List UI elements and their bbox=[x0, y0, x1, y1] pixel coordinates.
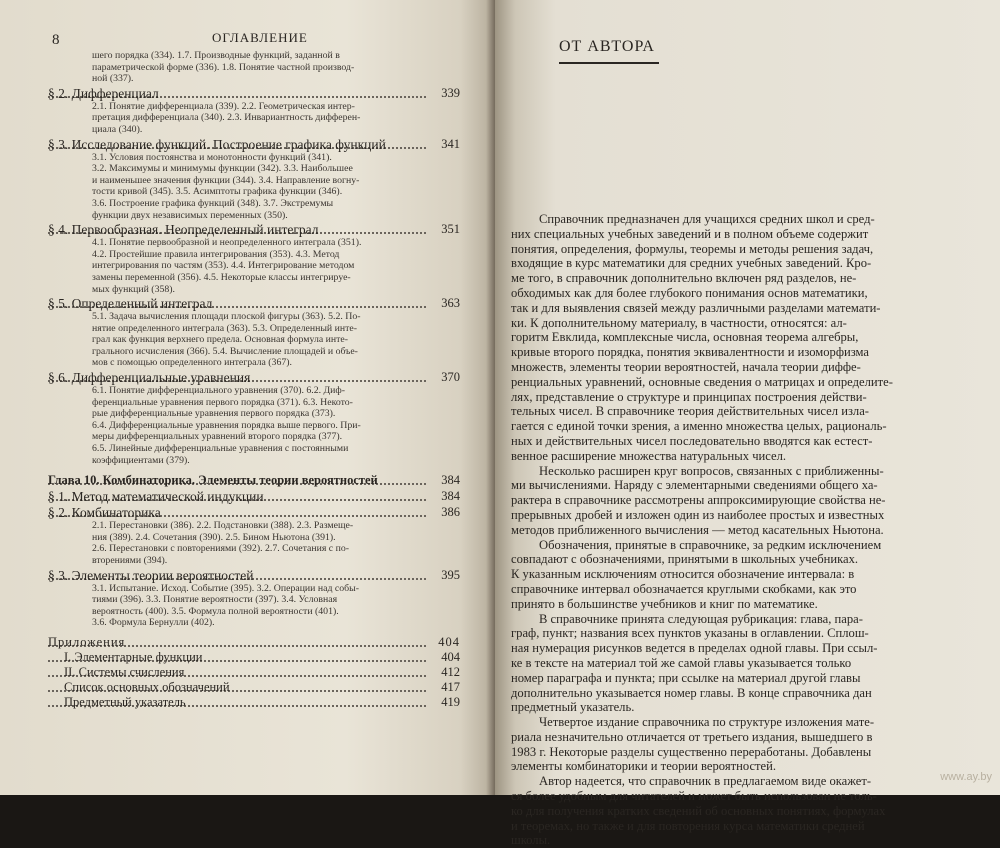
heading-rule bbox=[559, 62, 659, 64]
toc-detail-line bbox=[48, 323, 460, 335]
toc-page-number: 341 bbox=[441, 136, 460, 151]
toc-detail-line bbox=[48, 520, 460, 532]
toc-entry-title: мых функций (358). bbox=[92, 283, 175, 295]
text-line: совпадают с обозначениями, принятыми в школьных учебниках. bbox=[511, 552, 859, 567]
watermark: www.ay.by bbox=[940, 771, 992, 783]
toc-entry-title: § 6. Дифференциальные уравнения bbox=[48, 370, 251, 386]
toc-page-number: 417 bbox=[441, 679, 460, 694]
toc-entry-title: Предметный указатель bbox=[64, 694, 186, 709]
text-line: горитм Евклида, комплексные числа, основная теорема алгебры, bbox=[511, 330, 859, 345]
text-line: методов приближенного вычисления — метод касательных Ньютона. bbox=[511, 522, 884, 537]
toc-entry-title: I. Элементарные функции bbox=[64, 649, 203, 664]
text-line: справочнике интервал обозначается круглыми скобками, как это bbox=[511, 581, 857, 596]
text-line: граф, пункт; названия всех пунктов указаны в оглавлении. Сплош- bbox=[511, 626, 869, 641]
toc-detail-line bbox=[48, 152, 460, 164]
toc-entry-title: циала (340). bbox=[92, 123, 143, 135]
toc-detail-line bbox=[48, 284, 460, 296]
toc-entry bbox=[48, 222, 460, 237]
toc-entry bbox=[48, 370, 460, 385]
toc-entry-title: Приложения bbox=[48, 634, 126, 649]
toc-entry bbox=[48, 568, 460, 583]
preface-paragraph bbox=[511, 464, 975, 538]
toc-detail-line bbox=[48, 112, 460, 124]
text-line: ки. К дополнительному материалу, в частности, относятся: ал- bbox=[511, 315, 847, 330]
toc-page-number: 339 bbox=[441, 85, 460, 100]
text-line: рактера в справочнике рассмотрены аппроксимирующие свойства не- bbox=[511, 493, 886, 508]
toc-entry bbox=[48, 137, 460, 152]
text-line: кривые второго порядка, понятия эквивалентности и изоморфизма bbox=[511, 345, 870, 360]
toc-page-number: 395 bbox=[441, 567, 460, 582]
toc-entry-title: вторениями (394). bbox=[92, 555, 168, 566]
toc-entry-title: § 2. Дифференциал bbox=[48, 85, 159, 101]
toc-entry-title: Список основных обозначений bbox=[64, 679, 230, 694]
toc-detail-line bbox=[48, 73, 460, 85]
toc-entry-title: грал как функция верхнего предела. Основная формула инте- bbox=[92, 334, 349, 346]
text-line: дополнительно указывается номер главы. В конце справочника дан bbox=[511, 685, 872, 700]
toc-detail-line bbox=[48, 583, 460, 595]
toc-entry bbox=[48, 665, 460, 680]
toc-entry bbox=[48, 489, 460, 504]
toc-detail-line bbox=[48, 260, 460, 272]
toc-entry-title: 4.2. Простейшие правила интегрирования (353). 4.3. Метод bbox=[92, 248, 340, 260]
toc-detail-line bbox=[48, 311, 460, 323]
text-line: ных и действительных чисел последовательно вводятся как естест- bbox=[511, 433, 873, 448]
toc-entry bbox=[48, 695, 460, 710]
text-line: 1983 г. Некоторые разделы существенно переработаны. Добавлены bbox=[511, 744, 872, 759]
toc-entry-title: грального исчисления (366). 5.4. Вычисление площадей и объе- bbox=[92, 345, 358, 357]
toc-entry-title: ной (337). bbox=[92, 73, 134, 85]
toc-page-number: 419 bbox=[441, 694, 460, 709]
toc-entry-title: рые дифференциальные уравнения первого порядка (373). bbox=[92, 408, 336, 420]
toc-entry-title: тиями (396). 3.3. Понятие вероятности (397). 3.4. Условная bbox=[92, 594, 338, 606]
text-line: входящие в курс математики для средних учебных заведений. Кро- bbox=[511, 256, 872, 271]
toc-entry-title: 2.1. Понятие дифференциала (339). 2.2. Геометрическая интер- bbox=[92, 100, 355, 112]
toc-page-number: 351 bbox=[441, 222, 460, 237]
preface-text bbox=[511, 212, 975, 848]
text-line: риала незначительно отличается от третьего издания, вышедшего в bbox=[511, 729, 873, 744]
page-number: 8 bbox=[52, 32, 60, 48]
toc-page-number: 404 bbox=[441, 649, 460, 664]
text-line: ке в тексте на материал той же самой главы указывается только bbox=[511, 655, 852, 670]
toc-entry-title: замены переменной (356). 4.5. Некоторые классы интегрируе- bbox=[92, 271, 351, 283]
toc-detail-line bbox=[48, 186, 460, 198]
toc-entry bbox=[48, 680, 460, 695]
toc-entry-title: § 5. Определенный интеграл bbox=[48, 296, 213, 312]
text-line: ме того, в справочник дополнительно включен ряд разделов, не- bbox=[511, 271, 857, 286]
toc-entry-title: шего порядка (334). 1.7. Производные функций, заданной в bbox=[92, 50, 340, 61]
text-line: множеств, элементы теории вероятностей, начала теории диффе- bbox=[511, 359, 861, 374]
toc-entry-title: претация дифференциала (340). 2.3. Инвариантность дифферен- bbox=[92, 112, 361, 124]
preface-paragraph bbox=[511, 612, 975, 716]
toc-detail-line bbox=[48, 357, 460, 369]
toc-page-number: 412 bbox=[441, 664, 460, 679]
toc-entry-title: ференциальные уравнения первого порядка (371). 6.3. Некото- bbox=[92, 396, 353, 408]
table-of-contents bbox=[48, 50, 460, 710]
right-page bbox=[495, 0, 1000, 848]
text-line: обходимых как для более глубокого понимания основ математики, bbox=[511, 285, 868, 300]
toc-detail-line bbox=[48, 532, 460, 544]
text-line: Автор надеется, что справочник в предлагаемом виде окажет- bbox=[539, 774, 872, 789]
toc-entry-title: 6.5. Линейные дифференциальные уравнения с постоянными bbox=[92, 443, 349, 455]
text-line: прерывных дробей и изложен один из наиболее простых и известных bbox=[511, 507, 885, 522]
toc-entry-title: 4.1. Понятие первообразной и неопределенного интеграла (351). bbox=[92, 237, 362, 249]
toc-entry-title: § 1. Метод математической индукции bbox=[48, 489, 264, 505]
toc-detail-line bbox=[48, 420, 460, 432]
toc-entry-title: § 3. Исследование функций. Построение графика функций bbox=[48, 136, 386, 152]
text-line: Четвертое издание справочника по структуре изложения мате- bbox=[539, 715, 875, 730]
preface-paragraph bbox=[511, 774, 975, 848]
text-line: предметный указатель. bbox=[511, 700, 635, 715]
text-line: ми вычислениями. Наряду с элементарными сведениями общего ха- bbox=[511, 478, 878, 493]
toc-entry-title: функции двух независимых переменных (350). bbox=[92, 209, 288, 221]
toc-entry-title: 3.1. Условия постоянства и монотонности функций (341). bbox=[92, 151, 332, 163]
text-line: гается с единой точки зрения, а именно множества целых, рациональ- bbox=[511, 419, 887, 434]
text-line: тельных чисел. В справочнике теория действительных чисел изла- bbox=[511, 404, 869, 419]
text-line: Обозначения, принятые в справочнике, за редким исключением bbox=[539, 537, 882, 552]
toc-entry-title: ния (389). 2.4. Сочетания (390). 2.5. Бином Ньютона (391). bbox=[92, 531, 336, 543]
text-line: ная нумерация рисунков ведется в пределах одной главы. При ссыл- bbox=[511, 641, 878, 656]
toc-detail-line bbox=[48, 210, 460, 222]
text-line: Справочник предназначен для учащихся средних школ и сред- bbox=[539, 212, 875, 226]
toc-page-number: 386 bbox=[441, 505, 460, 520]
toc-detail-line bbox=[48, 455, 460, 467]
toc-page-number: 370 bbox=[441, 370, 460, 385]
toc-entry-title: 6.1. Понятие дифференциального уравнения (370). 6.2. Диф- bbox=[92, 385, 346, 397]
toc-entry bbox=[48, 505, 460, 520]
toc-entry-title: 5.1. Задача вычисления площади плоской фигуры (363). 5.2. По- bbox=[92, 311, 361, 323]
toc-entry-title: 6.4. Дифференциальные уравнения порядка выше первого. При- bbox=[92, 419, 361, 431]
toc-entry bbox=[48, 296, 460, 311]
toc-detail-line bbox=[48, 594, 460, 606]
section-heading: ОТ АВТОРА bbox=[559, 38, 655, 55]
toc-detail-line bbox=[48, 50, 460, 62]
toc-detail-line bbox=[48, 198, 460, 210]
toc-detail-line bbox=[48, 62, 460, 74]
toc-entry-title: 3.6. Построение графика функций (348). 3.7. Экстремумы bbox=[92, 197, 334, 209]
toc-entry bbox=[48, 635, 460, 650]
toc-detail-line bbox=[48, 101, 460, 113]
toc-page-number: 384 bbox=[441, 473, 460, 488]
toc-entry-title: § 2. Комбинаторика bbox=[48, 505, 161, 521]
toc-entry-title: тости кривой (345). 3.5. Асимптоты графика функции (346). bbox=[92, 186, 343, 198]
toc-entry-title: мов с помощью определенного интеграла (367). bbox=[92, 357, 292, 369]
toc-entry-title: параметрической форме (336). 1.8. Понятие частной производ- bbox=[92, 61, 355, 73]
toc-detail-line bbox=[48, 237, 460, 249]
toc-entry-title: нятие определенного интеграла (363). 5.3. Определенный инте- bbox=[92, 322, 357, 334]
toc-entry-title: коэффициентами (379). bbox=[92, 454, 190, 466]
toc-detail-line bbox=[48, 334, 460, 346]
toc-detail-line bbox=[48, 249, 460, 261]
text-line: них специальных учебных заведений и в полном объеме содержит bbox=[511, 226, 869, 241]
toc-entry-title: II. Системы счисления bbox=[64, 664, 185, 679]
toc-detail-line bbox=[48, 163, 460, 175]
toc-entry bbox=[48, 473, 460, 488]
running-head: ОГЛАВЛЕНИЕ bbox=[212, 30, 308, 45]
text-line: номер параграфа и пункта; при ссылке на материал другой главы bbox=[511, 670, 861, 685]
toc-entry bbox=[48, 650, 460, 665]
toc-entry bbox=[48, 86, 460, 101]
toc-entry-title: интегрирования по частям (353). 4.4. Интегрирование методом bbox=[92, 260, 355, 272]
toc-detail-line bbox=[48, 175, 460, 187]
toc-entry-title: вероятность (400). 3.5. Формула полной вероятности (401). bbox=[92, 605, 339, 617]
toc-page-number: 363 bbox=[441, 296, 460, 311]
text-line: ко для получения кратких сведений об основных понятиях, формулах bbox=[511, 803, 886, 818]
text-line: принято в большинстве учебников и книг по математике. bbox=[511, 596, 818, 611]
toc-entry-title: 3.2. Максимумы и минимумы функции (342). 3.3. Наибольшее bbox=[92, 163, 353, 175]
toc-entry-title: § 4. Первообразная. Неопределенный интеграл bbox=[48, 222, 319, 238]
toc-entry-title: 3.6. Формула Бернулли (402). bbox=[92, 617, 215, 629]
text-line: ренциальных уравнений, основные сведения о матрицах и определите- bbox=[511, 374, 893, 389]
toc-detail-line bbox=[48, 543, 460, 555]
left-page bbox=[0, 0, 495, 795]
toc-detail-line bbox=[48, 272, 460, 284]
toc-detail-line bbox=[48, 555, 460, 567]
toc-detail-line bbox=[48, 606, 460, 618]
preface-paragraph bbox=[511, 715, 975, 774]
toc-detail-line bbox=[48, 617, 460, 629]
preface-paragraph bbox=[511, 212, 975, 464]
toc-detail-line bbox=[48, 431, 460, 443]
toc-detail-line bbox=[48, 408, 460, 420]
toc-detail-line bbox=[48, 385, 460, 397]
text-line: элементы комбинаторики и теории вероятностей. bbox=[511, 759, 777, 774]
text-line: понятия, определения, формулы, теоремы и методы решения задач, bbox=[511, 241, 874, 256]
text-line: ся более удобным для читателей и может быть использован не толь- bbox=[511, 789, 877, 804]
toc-entry-title: Глава 10. Комбинаторика. Элементы теории вероятностей bbox=[48, 473, 378, 488]
text-line: Несколько расширен круг вопросов, связанных с приближенны- bbox=[539, 463, 884, 478]
text-line: венное расширение множества натуральных чисел. bbox=[511, 448, 787, 463]
toc-page-number: 404 bbox=[438, 634, 460, 649]
toc-entry-title: и наименьшее значения функции (344). 3.4. Направление вогну- bbox=[92, 174, 360, 186]
text-line: и теоремах, но также и для повторения курса математики средней bbox=[511, 818, 865, 833]
text-line: В справочнике принята следующая рубрикация: глава, пара- bbox=[539, 611, 863, 626]
toc-entry-title: 3.1. Испытание. Исход. Событие (395). 3.2. Операции над собы- bbox=[92, 582, 359, 594]
toc-detail-line bbox=[48, 397, 460, 409]
text-line: школы. bbox=[511, 833, 551, 848]
toc-entry-title: 2.1. Перестановки (386). 2.2. Подстановки (388). 2.3. Размеще- bbox=[92, 520, 354, 532]
toc-detail-line bbox=[48, 443, 460, 455]
toc-detail-line bbox=[48, 124, 460, 136]
toc-entry-title: 2.6. Перестановки с повторениями (392). 2.7. Сочетания с по- bbox=[92, 543, 349, 555]
preface-paragraph bbox=[511, 538, 975, 612]
text-line: лях, представление о структуре и принципах построения действи- bbox=[511, 389, 867, 404]
toc-entry-title: меры дифференциальных уравнений второго порядка (377). bbox=[92, 431, 343, 443]
toc-entry-title: § 3. Элементы теории вероятностей bbox=[48, 567, 254, 583]
text-line: К указанным исключениям относится обозначение интервала: в bbox=[511, 567, 855, 582]
toc-detail-line bbox=[48, 346, 460, 358]
text-line: так и для выявления связей между различными разделами математи- bbox=[511, 300, 881, 315]
toc-page-number: 384 bbox=[441, 489, 460, 504]
